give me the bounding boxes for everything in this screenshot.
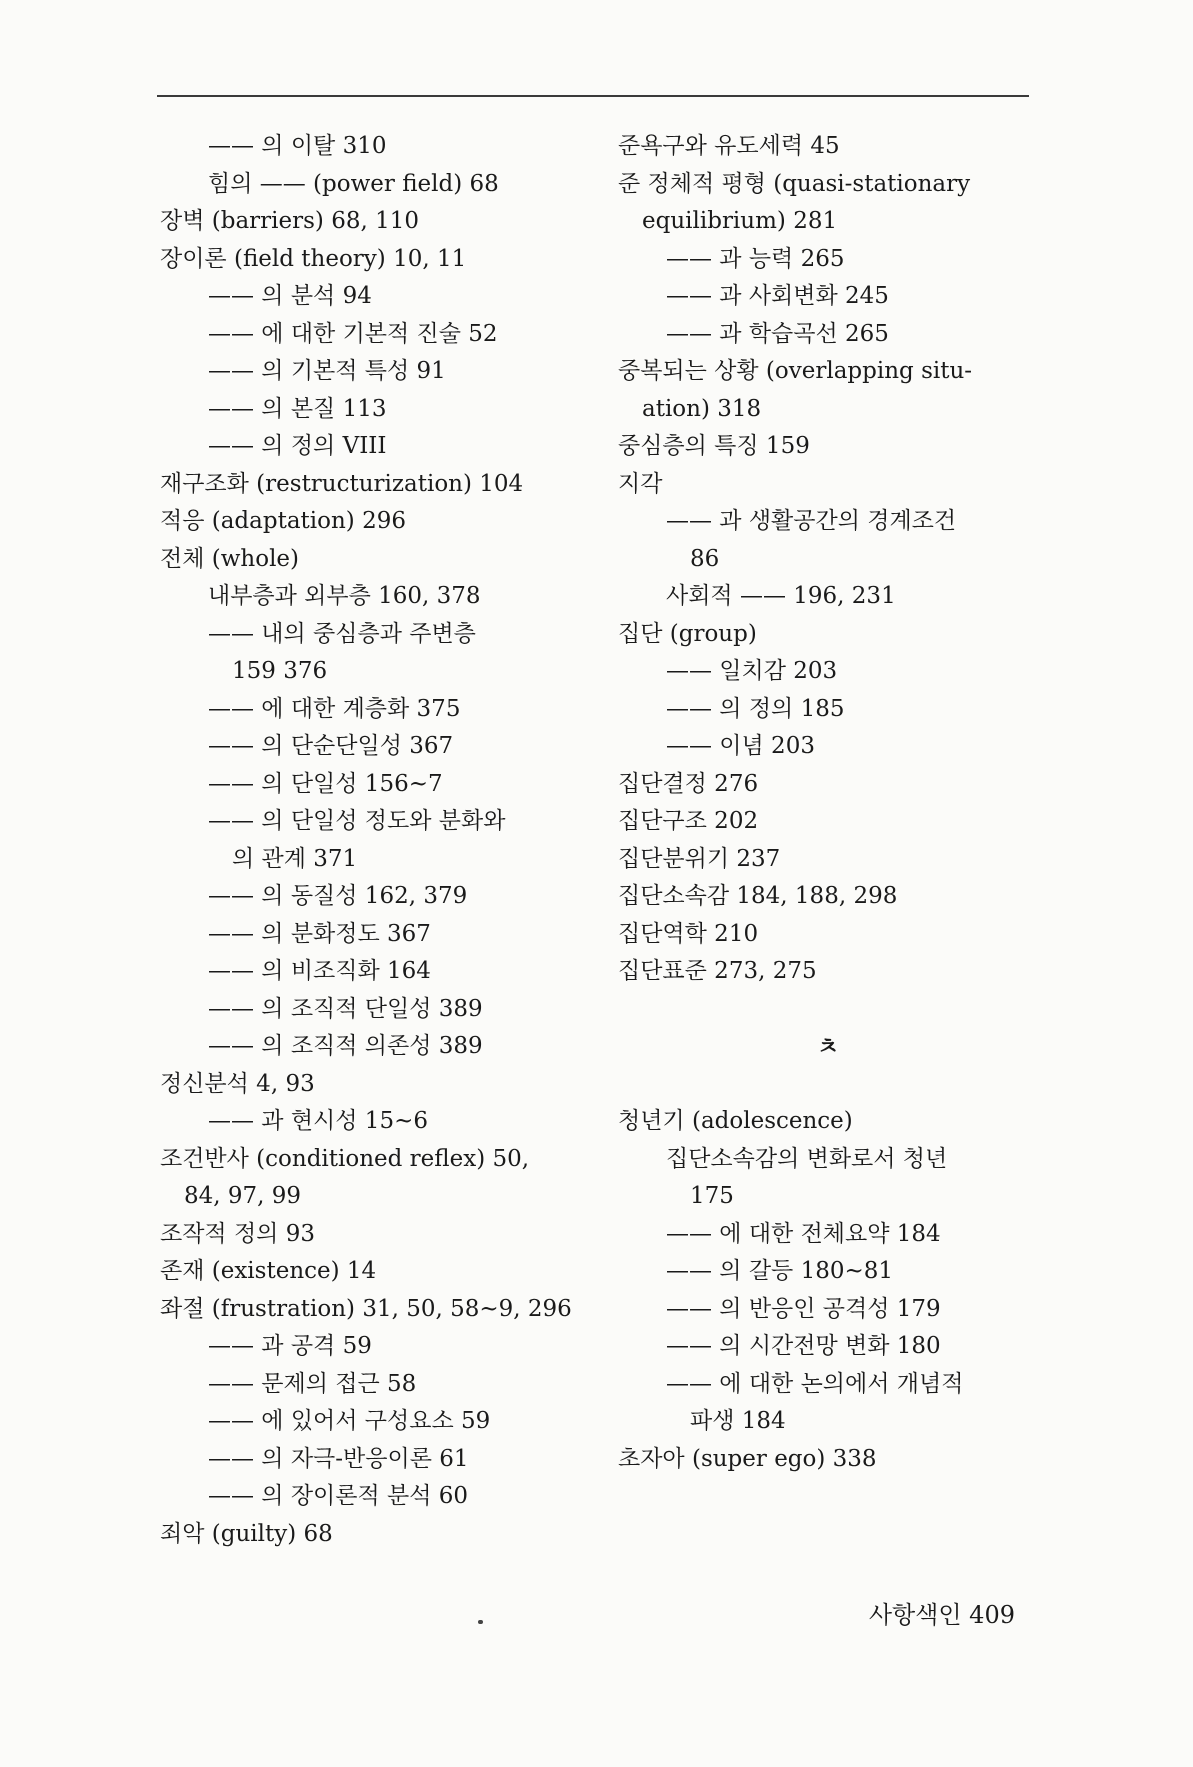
index-entry: —— 의 정의 185 <box>666 695 845 722</box>
index-entry: —— 의 단일성 정도와 분화와 <box>208 808 506 834</box>
index-entry: 조작적 정의 93 <box>160 1220 315 1247</box>
index-entry: —— 내의 중심층과 주변층 <box>208 620 476 647</box>
index-entry: 조건반사 (conditioned reflex) 50, <box>160 1145 530 1172</box>
index-entry: —— 문제의 접근 58 <box>208 1370 417 1397</box>
stray-mark <box>478 1620 483 1624</box>
index-entry: —— 의 자극-반응이론 61 <box>208 1445 469 1472</box>
index-entry: 중복되는 상황 (overlapping situ- <box>618 358 973 384</box>
index-entry: 장벽 (barriers) 68, 110 <box>160 208 419 234</box>
index-entry: —— 의 장이론적 분석 60 <box>208 1483 469 1509</box>
index-entry: 죄악 (guilty) 68 <box>160 1520 333 1547</box>
index-entry: 집단구조 202 <box>618 808 759 834</box>
index-entry: 175 <box>690 1183 734 1209</box>
index-entry: 지각 <box>618 470 663 497</box>
index-entry: —— 에 대한 계층화 375 <box>208 695 461 722</box>
index-entry: —— 의 분석 94 <box>208 283 372 309</box>
index-entry: —— 의 이탈 310 <box>208 133 387 159</box>
index-entry: —— 과 능력 265 <box>666 245 845 272</box>
index-entry: 86 <box>690 545 720 572</box>
index-entry: —— 과 공격 59 <box>208 1333 372 1359</box>
index-entry: 집단결정 276 <box>618 770 759 797</box>
index-entry: 집단소속감의 변화로서 청년 <box>666 1145 948 1172</box>
index-entry: 집단소속감 184, 188, 298 <box>618 883 898 909</box>
index-entry: —— 과 학습곡선 265 <box>666 320 889 347</box>
index-entry: —— 의 조직적 의존성 389 <box>208 1033 483 1059</box>
index-entry: —— 의 분화정도 367 <box>208 920 431 947</box>
index-entry: 재구조화 (restructurization) 104 <box>160 470 524 497</box>
index-entry: 내부층과 외부층 160, 378 <box>208 583 481 609</box>
index-entry: —— 의 단순단일성 367 <box>208 733 454 759</box>
index-entry: 집단표준 273, 275 <box>618 958 817 984</box>
index-entry: 의 관계 371 <box>232 845 358 872</box>
index-column-right <box>618 128 1038 1478</box>
index-entry: ation) 318 <box>642 395 762 422</box>
index-entry: equilibrium) 281 <box>642 208 838 234</box>
index-entry: 중심층의 특징 159 <box>618 433 810 459</box>
index-entry: —— 과 생활공간의 경계조건 <box>666 508 957 534</box>
spacer <box>618 1066 1038 1104</box>
index-entry: —— 의 갈등 180~81 <box>666 1258 894 1284</box>
index-entry: 초자아 (super ego) 338 <box>618 1445 877 1472</box>
index-entry: —— 에 있어서 구성요소 59 <box>208 1408 491 1434</box>
index-entry: 집단역학 210 <box>618 920 759 947</box>
spacer <box>618 991 1038 1029</box>
index-entry: 적응 (adaptation) 296 <box>160 508 406 534</box>
index-entry: —— 의 단일성 156~7 <box>208 770 443 797</box>
index-entry: —— 에 대한 논의에서 개념적 <box>666 1370 964 1397</box>
index-entry: —— 에 대한 기본적 진술 52 <box>208 320 498 347</box>
index-entry: 집단 (group) <box>618 620 757 647</box>
index-entry: —— 에 대한 전체요약 184 <box>666 1220 941 1247</box>
header-rule <box>157 95 1029 97</box>
index-entry: 정신분석 4, 93 <box>160 1070 315 1097</box>
index-entry: —— 의 동질성 162, 379 <box>208 883 468 909</box>
index-entry: —— 일치감 203 <box>666 658 838 684</box>
index-entry: 84, 97, 99 <box>184 1183 302 1209</box>
index-column-left <box>160 128 590 1553</box>
index-entry: —— 과 사회변화 245 <box>666 283 889 309</box>
index-entry: 장이론 (field theory) 10, 11 <box>160 245 467 272</box>
index-entry: 파생 184 <box>690 1408 786 1434</box>
page-folio: 사항색인 409 <box>868 1601 1015 1629</box>
index-entry: 사회적 —— 196, 231 <box>666 583 896 609</box>
index-entry: 준 정체적 평형 (quasi-stationary <box>618 170 971 197</box>
index-entry: —— 의 시간전망 변화 180 <box>666 1333 941 1359</box>
index-entry: —— 의 반응인 공격성 179 <box>666 1295 941 1322</box>
index-entry: —— 의 기본적 특성 91 <box>208 358 446 384</box>
index-entry: —— 의 본질 113 <box>208 395 387 422</box>
index-entry: 준욕구와 유도세력 45 <box>618 133 840 159</box>
index-entry: —— 의 비조직화 164 <box>208 958 431 984</box>
index-entry: 집단분위기 237 <box>618 845 781 872</box>
index-entry: 힘의 —— (power field) 68 <box>208 170 499 197</box>
index-entry: 전체 (whole) <box>160 545 300 572</box>
index-entry: —— 의 정의 VIII <box>208 433 387 459</box>
index-entry: 좌절 (frustration) 31, 50, 58~9, 296 <box>160 1295 572 1322</box>
index-entry: 청년기 (adolescence) <box>618 1108 853 1134</box>
index-entry: 159 376 <box>232 658 328 684</box>
index-entry: —— 과 현시성 15~6 <box>208 1108 428 1134</box>
section-heading: ㅊ <box>816 1033 840 1060</box>
index-entry: —— 이념 203 <box>666 733 815 759</box>
index-entry: —— 의 조직적 단일성 389 <box>208 995 483 1022</box>
index-entry: 존재 (existence) 14 <box>160 1258 377 1284</box>
